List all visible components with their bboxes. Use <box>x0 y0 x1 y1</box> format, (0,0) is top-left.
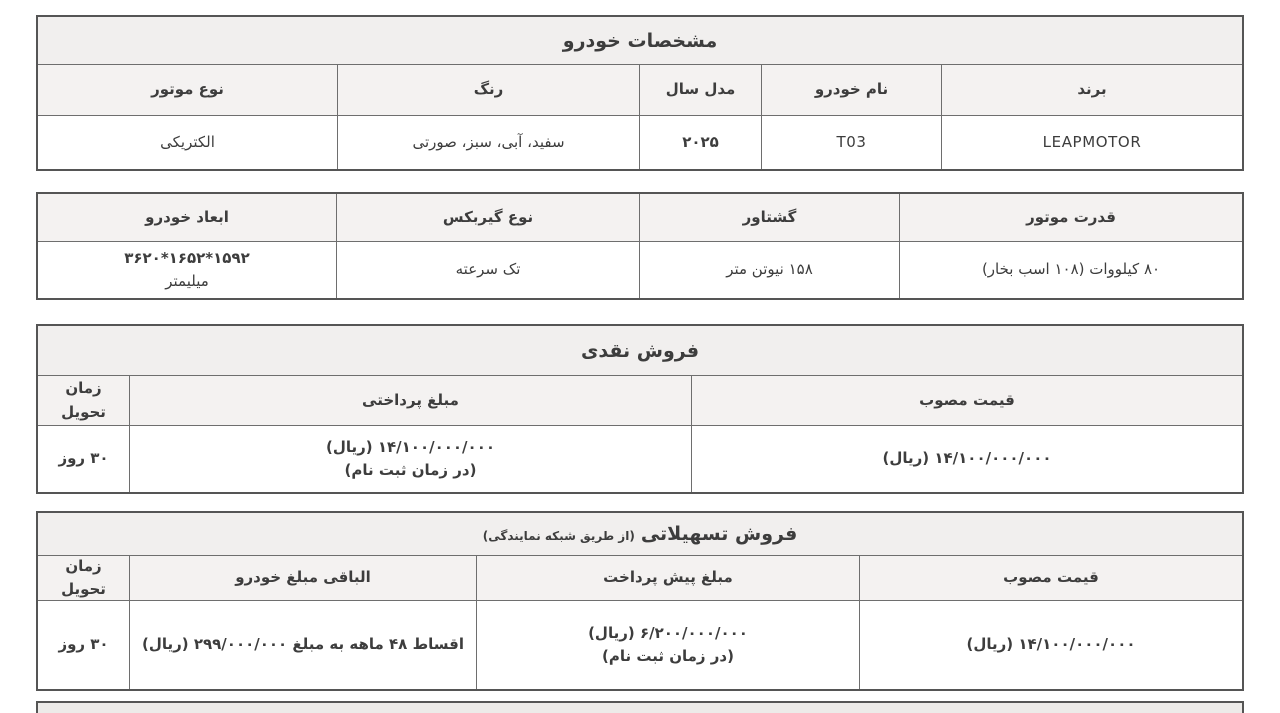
dimensions-header: ابعاد خودرو <box>38 194 337 241</box>
installment-sale-title <box>38 513 1242 556</box>
color-header: رنگ <box>338 65 640 115</box>
model-year-value: ۲۰۲۵ <box>640 116 762 169</box>
delivery-time-value-2: ۳۰ روز <box>38 601 130 689</box>
prepayment-value-line2: (در زمان ثبت نام) <box>602 647 734 665</box>
delivery-time-header: زمان تحویل <box>38 376 130 425</box>
delivery-time-value: ۳۰ روز <box>38 426 130 492</box>
model-year-header: مدل سال <box>640 65 762 115</box>
motor-power-header: قدرت موتور <box>1026 207 1116 226</box>
next-table-partial <box>36 701 1244 713</box>
tech-table-value-row <box>38 241 1242 298</box>
car-name-value: T03 <box>762 116 942 169</box>
spec-table <box>36 15 1244 171</box>
torque-value: ۱۵۸ نیوتن متر <box>640 242 900 298</box>
paid-amount-value <box>130 426 692 492</box>
delivery-time-header-2: زمان تحویل <box>38 556 130 600</box>
approved-price-value-2: ۱۴/۱۰۰/۰۰۰/۰۰۰ (ریال) <box>966 635 1136 654</box>
approved-price-header: قیمت مصوب <box>919 390 1015 409</box>
torque-header: گشتاور <box>640 194 900 241</box>
dimensions-value-line2: میلیمتر <box>165 272 209 290</box>
brand-value: LEAPMOTOR <box>1042 132 1142 151</box>
approved-price-header-2: قیمت مصوب <box>1003 568 1099 587</box>
prepayment-value <box>477 601 860 689</box>
brand-header: برند <box>1077 80 1107 99</box>
motor-type-header: نوع موتور <box>38 65 338 115</box>
cash-sale-value-row <box>38 425 1242 492</box>
dimensions-value <box>38 242 337 298</box>
tech-table <box>36 192 1244 300</box>
spec-table-value-row <box>38 115 1242 169</box>
prepayment-value-line1: ۶/۲۰۰/۰۰۰/۰۰۰ (ریال) <box>588 623 748 642</box>
installment-sale-header-row <box>38 556 1242 600</box>
gearbox-header: نوع گیربکس <box>337 194 640 241</box>
car-name-header: نام خودرو <box>762 65 942 115</box>
spec-table-title: مشخصات خودرو <box>38 17 1242 65</box>
remaining-amount-value: اقساط ۴۸ ماهه به مبلغ ۲۹۹/۰۰۰/۰۰۰ (ریال) <box>130 601 477 689</box>
motor-power-value: ۸۰ کیلووات (۱۰۸ اسب بخار) <box>981 260 1161 279</box>
paid-amount-value-line1: ۱۴/۱۰۰/۰۰۰/۰۰۰ (ریال) <box>326 437 496 456</box>
paid-amount-header: مبلغ پرداختی <box>130 376 692 425</box>
dimensions-value-line1: ۳۶۲۰*۱۶۵۲*۱۵۹۲ <box>124 248 250 267</box>
car-sale-spec-page <box>0 15 1280 713</box>
installment-sale-title-note: (از طریق شبکه نمایندگی) <box>482 529 635 543</box>
spec-table-header-row <box>38 65 1242 115</box>
cash-sale-title: فروش نقدی <box>38 326 1242 376</box>
installment-sale-value-row <box>38 600 1242 689</box>
cash-sale-header-row <box>38 376 1242 425</box>
prepayment-header: مبلغ پیش پرداخت <box>477 556 860 600</box>
color-value: سفید، آبی، سبز، صورتی <box>338 116 640 169</box>
paid-amount-value-line2: (در زمان ثبت نام) <box>344 461 477 479</box>
installment-sale-title-text: فروش تسهیلاتی <box>640 523 798 545</box>
cash-sale-table <box>36 324 1244 494</box>
gearbox-value: تک سرعته <box>337 242 640 298</box>
remaining-amount-header: الباقی مبلغ خودرو <box>130 556 477 600</box>
tech-table-header-row <box>38 194 1242 241</box>
page-content <box>36 15 1244 713</box>
installment-sale-table <box>36 511 1244 691</box>
motor-type-value: الکتریکی <box>38 116 338 169</box>
approved-price-value: ۱۴/۱۰۰/۰۰۰/۰۰۰ (ریال) <box>882 449 1052 468</box>
